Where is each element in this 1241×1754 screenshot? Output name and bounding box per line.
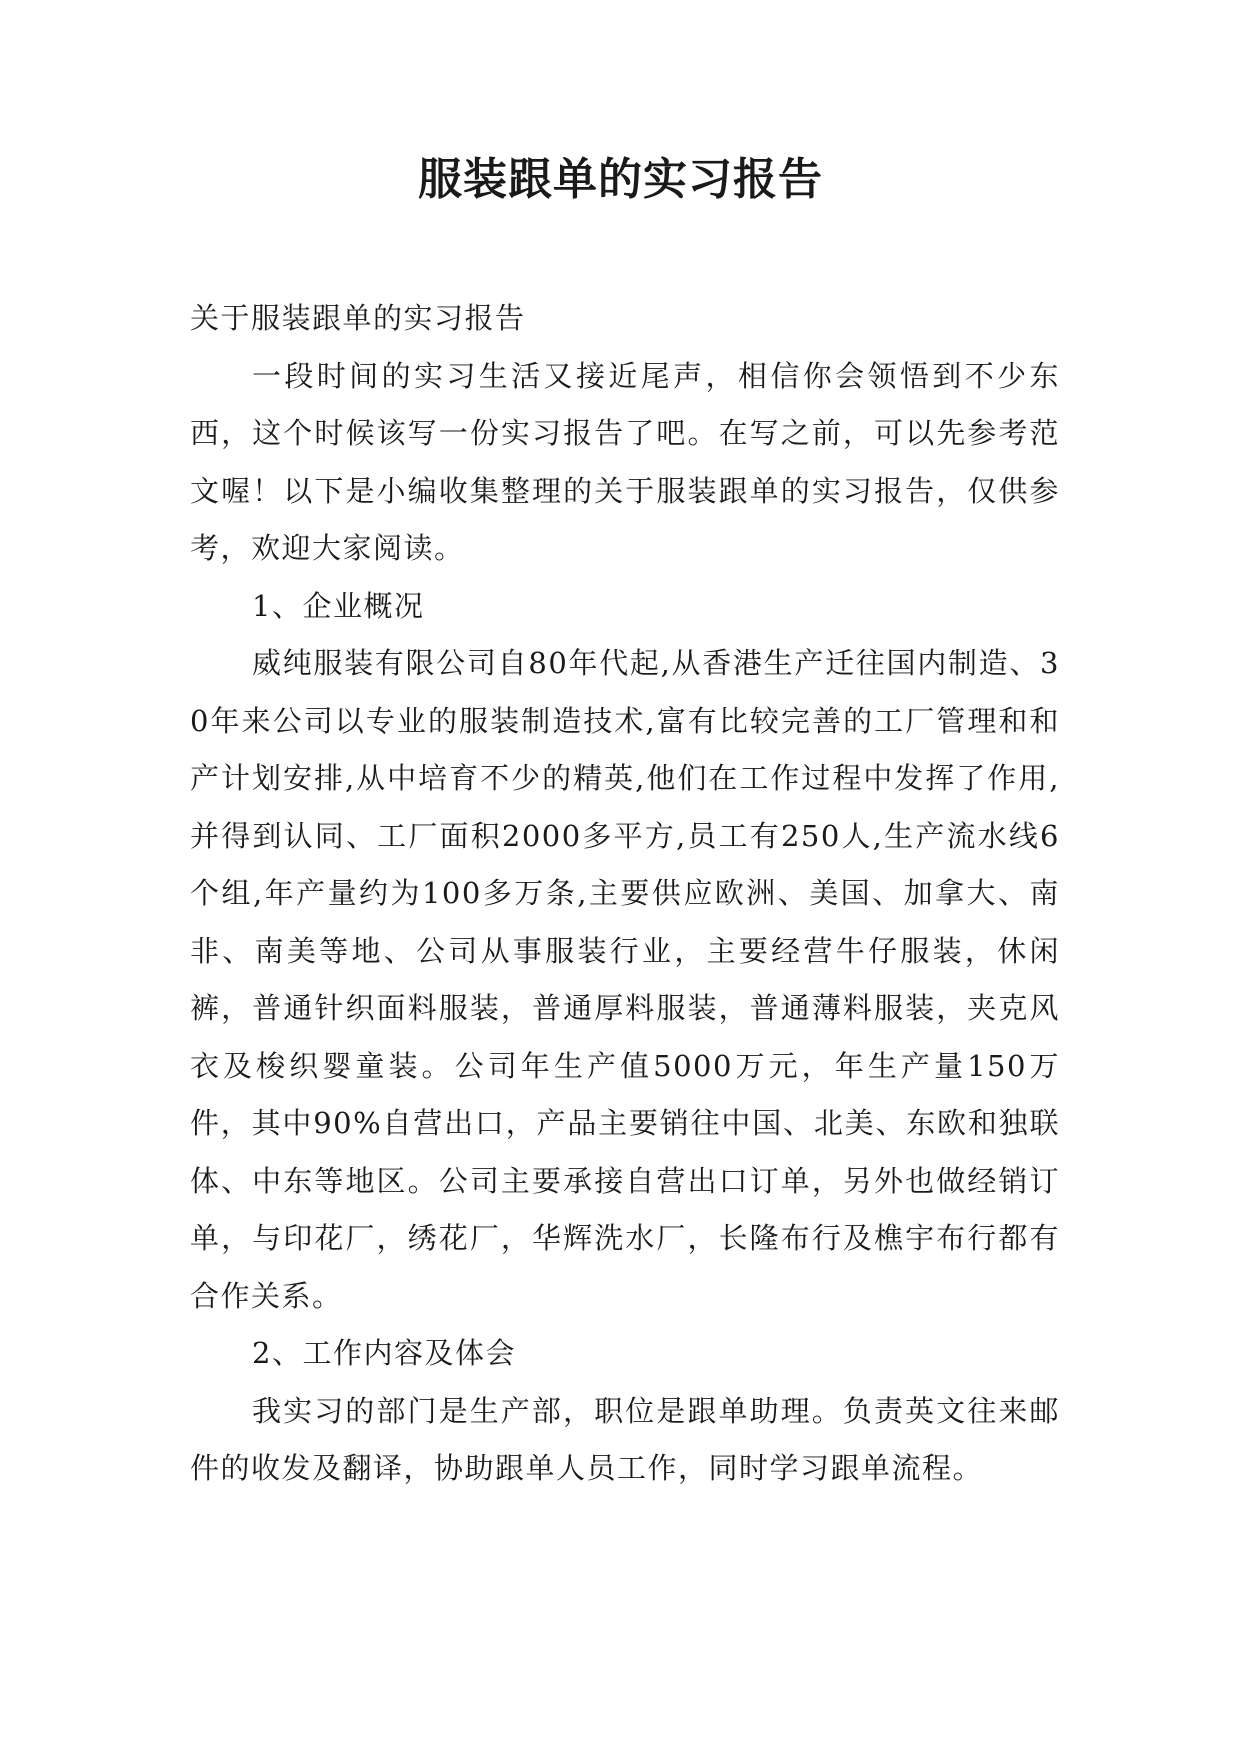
paragraph-work-content: 我实习的部门是生产部，职位是跟单助理。负责英文往来邮件的收发及翻译，协助跟单人员工作，同时学习跟单流程。 (190, 1393, 1060, 1485)
document-body (190, 290, 1060, 1498)
section-heading-work-content: 2、工作内容及体会 (252, 1336, 516, 1370)
document-title: 服装跟单的实习报告 (418, 154, 823, 205)
section-heading-company-overview: 1、企业概况 (252, 588, 425, 623)
paragraph-subtitle: 关于服装跟单的实习报告 (190, 301, 526, 335)
paragraph-intro: 一段时间的实习生活又接近尾声，相信你会领悟到不少东西，这个时候该写一份实习报告了吧。在写之前，可以先参考范文喔！以下是小编收集整理的关于服装跟单的实习报告，仅供参考，欢迎大家阅读。 (190, 358, 1060, 565)
paragraph-company-overview: 威纯服装有限公司自80年代起,从香港生产迁往国内制造、30年来公司以专业的服装制造技术,富有比较完善的工厂管理和和产计划安排,从中培育不少的精英,他们在工作过程中发挥了作用,并得到认同、工厂面积2000多平方,员工有250人,生产流水线6个组,年产量约为100多万条,主要供应欧洲、美国、加拿大、南非、南美等地、公司从事服装行业，主要经营牛仔服装，休闲裤，普通针织面料服装，普通厚料服装，普通薄料服装，夹克风衣及梭织婴童装。公司年生产值5000万元，年生产量150万件，其中90%自营出口，产品主要销往中国、北美、东欧和独联体、中东等地区。公司主要承接自营出口订单，另外也做经销订单，与印花厂，绣花厂，华辉洗水厂，长隆布行及樵宇布行都有合作关系。 (190, 646, 1060, 1313)
